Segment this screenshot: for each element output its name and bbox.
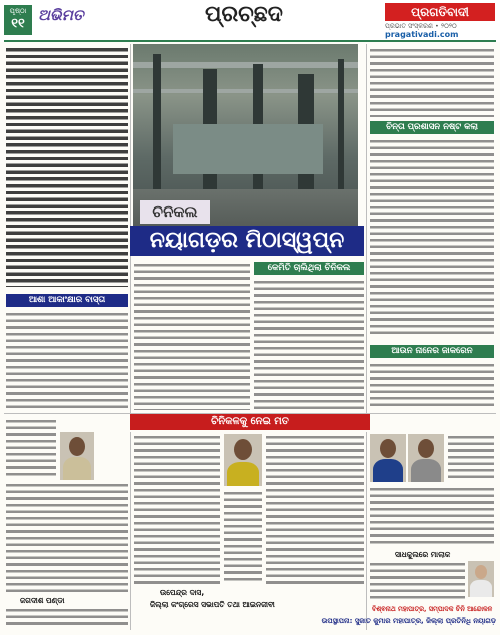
byline-role: ଜିଲ୍ଲା କଂଗ୍ରେସ ସଭାପତି ତଥା ଆଇନଜୀବୀ	[150, 600, 275, 609]
right-subheadline: ଆଉନ ନାନେର ଜାକରେନ	[370, 345, 494, 358]
newspaper-logo: ପ୍ରଗତିବାଦୀ	[385, 3, 495, 21]
opinion-text	[370, 486, 494, 546]
portrait-photo	[408, 434, 444, 482]
opinion-text	[6, 482, 128, 592]
right-text-block	[370, 47, 494, 117]
section-name: ଅଭିମତ	[38, 6, 84, 24]
department-title: ପ୍ରଚ୍ଛଦ	[205, 2, 283, 27]
portrait-photo	[468, 561, 494, 597]
page-label: ପୃଷ୍ଠା	[9, 7, 27, 15]
intro-text-column	[6, 47, 128, 287]
story-tag: ଚିନିକଲ	[140, 200, 210, 224]
column-divider	[366, 44, 367, 414]
masthead-rule	[4, 40, 496, 42]
center-subheadline: କେମିତି ଚାଲିଥିଲା ଚିନିକଲ	[254, 262, 364, 275]
column-divider	[366, 432, 367, 630]
opinion-text	[448, 434, 494, 482]
left-text-block	[6, 311, 128, 411]
portrait-photo	[224, 434, 262, 486]
opinion-text	[134, 434, 220, 584]
main-headline: ନୟାଗଡ଼ର ମିଠାସ୍ୱପ୍ନ	[130, 226, 364, 256]
presentation-credit: ଉପସ୍ଥାପନା: ସୁଜାତ କୁମାର ମହାପାତ୍ର, ଜିଲ୍ଲା ପ୍ରତିନିଧି ନୟାଗଡ଼	[321, 617, 496, 625]
page-number-box	[4, 5, 32, 35]
left-subheadline: ଆଶା ଆକାଂକ୍ଷାର ବାସ୍ତା	[6, 294, 128, 307]
right-text-block	[370, 362, 494, 410]
opinion-text	[6, 418, 56, 478]
column-divider	[130, 432, 131, 630]
opinion-text	[224, 490, 262, 584]
opinion-text	[370, 561, 465, 601]
byline-credit: ଉପେନ୍ଦ୍ର ଦାସ,	[160, 588, 205, 597]
edition-label: ପ୍ରଭାତ ସଂସ୍କରଣ • ୨୦୨୦	[385, 22, 457, 30]
right-subheadline: ଚିନ୍ତା ପ୍ରଶାସନ ନଷ୍ଟ କଲା	[370, 121, 494, 134]
person-title	[6, 607, 128, 627]
opinion-banner: ଚିନିକଳକୁ ନେଇ ମତ	[130, 414, 370, 430]
person-name: ସାଧକୁଲରେ ମାଲାକ	[395, 550, 451, 559]
person-name: ଜଗଦୀଶ ପଣ୍ଡା	[20, 596, 65, 605]
byline-credit: ବିଶ୍ଵନାଥ ମହାପାତ୍ର, ସମ୍ପାଦକ ଚିନି ଆନ୍ଦୋଳନ	[372, 605, 493, 613]
right-text-block	[370, 138, 494, 338]
portrait-photo	[370, 434, 406, 482]
masthead	[0, 0, 500, 42]
center-text-block	[254, 279, 364, 410]
portrait-photo	[60, 432, 94, 480]
website-link[interactable]: pragativadi.com	[385, 30, 459, 39]
page-number: ୧୧	[11, 16, 25, 31]
opinion-text	[266, 434, 364, 584]
center-text-block	[134, 262, 250, 410]
